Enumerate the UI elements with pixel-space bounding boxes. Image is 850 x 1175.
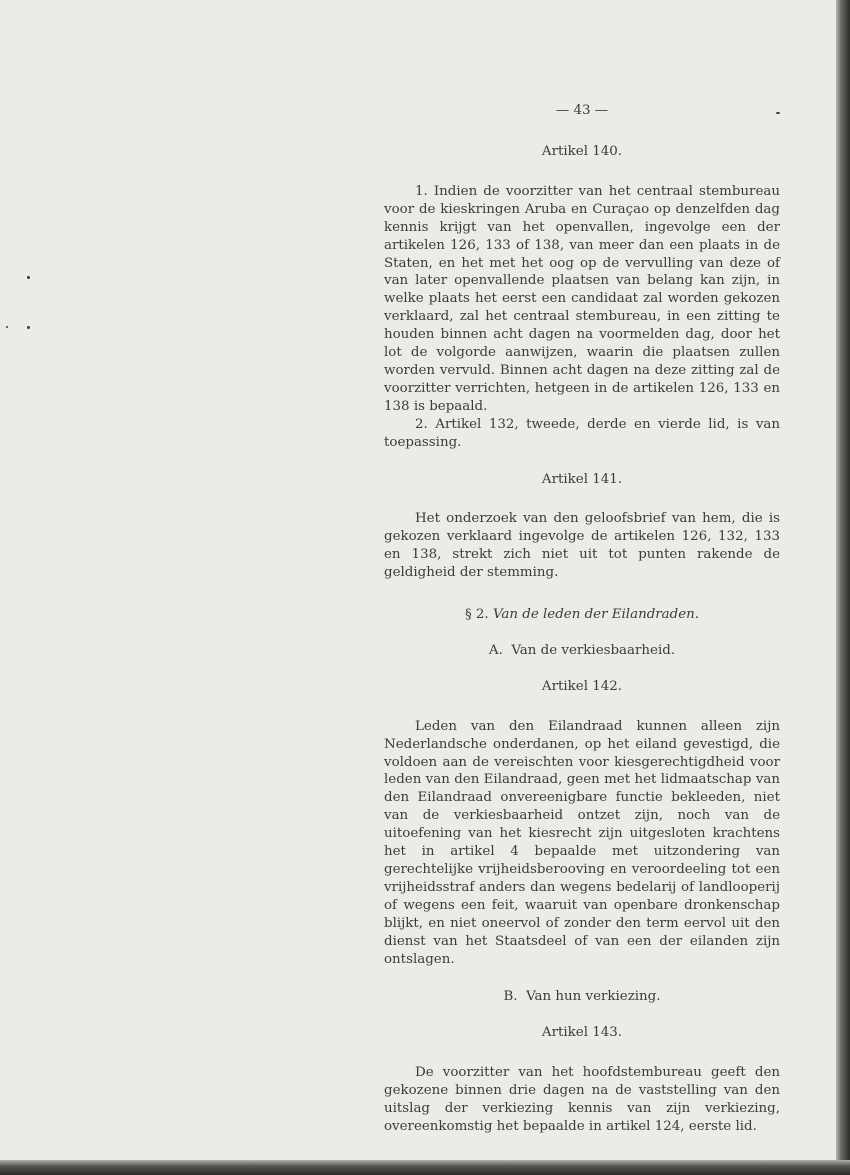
text-column	[384, 100, 780, 1136]
article-142-heading: Artikel 142.	[541, 678, 623, 694]
article-140-paragraph-1: 1. Indien de voorzitter van het centraal stembureau voor de kieskringen Aruba en Curaçao op denzelfden dag kennis krijgt van het openvallen, ingevolge een der artikelen 126, 133 of 138, van meer dan een plaats in de Staten, en het met het oog op de vervulling van deze of van later openvallende plaatsen van belang kan zijn, in welke plaats het eerst een candidaat zal worden gekozen verklaard, zal het centraal stembureau, in een zitting te houden binnen acht dagen na voormelden dag, door het lot de volgorde aanwijzen, waarin die plaatsen zullen worden vervuld. Binnen acht dagen na deze zitting zal de voorzitter verrichten, hetgeen in de artikelen 126, 133 en 138 is bepaald.	[384, 183, 780, 414]
article-141-paragraph-1: Het onderzoek van den geloofsbrief van hem, die is gekozen verklaard ingevolge de artikelen 126, 132, 133 en 138, strekt zich niet uit tot punten rakende de geldigheid der stemming.	[384, 511, 780, 581]
article-140-paragraph-2: 2. Artikel 132, tweede, derde en vierde lid, is van toepassing.	[384, 416, 780, 450]
section-2-heading	[384, 606, 780, 624]
page-number: — 43 —	[555, 103, 609, 118]
article-141-heading: Artikel 141.	[541, 471, 623, 487]
article-143-heading: Artikel 143.	[541, 1025, 623, 1041]
scan-edge-bottom	[0, 1160, 850, 1175]
subsection-b-heading: B. Van hun verkiezing.	[503, 989, 661, 1005]
article-142-paragraph-1: Leden van den Eilandraad kunnen alleen zijn Nederlandsche onderdanen, op het eiland gevestigd, die voldoen aan de vereischten voor kiesgerechtigdheid voor leden van den Eilandraad, geen met het lidmaatschap van den Eilandraad onvereenigbare functie bekleeden, niet van de verkiesbaarheid ontzet zijn, noch van de uitoefening van het kiesrecht zijn uitgesloten krachtens het in artikel 4 bepaalde met uitzondering van gerechtelijke vrijheidsberooving en veroordeeling tot een vrijheidsstraf anders dan wegens bedelarij of landlooperij of wegens een feit, waaruit van openbare dronkenschap blijkt, en niet oneervol of zonder den term eervol uit den dienst van het Staatsdeel of van een der eilanden zijn ontslagen.	[384, 718, 780, 967]
section-2-title: Van de leden der Eilandraden.	[492, 607, 700, 623]
subsection-a-heading: A. Van de verkiesbaarheid.	[488, 642, 676, 658]
margin-speck	[6, 326, 8, 328]
margin-speck	[27, 276, 30, 279]
margin-speck	[27, 326, 30, 329]
article-140-heading: Artikel 140.	[541, 144, 623, 159]
article-143-paragraph-1: De voorzitter van het hoofdstembureau geeft den gekozene binnen drie dagen na de vaststelling van den uitslag der verkiezing kennis van zijn verkiezing, overeenkomstig het bepaalde in artikel 124, eerste lid.	[384, 1065, 780, 1134]
section-2-number: § 2.	[464, 607, 489, 623]
scan-edge-right	[836, 0, 850, 1175]
